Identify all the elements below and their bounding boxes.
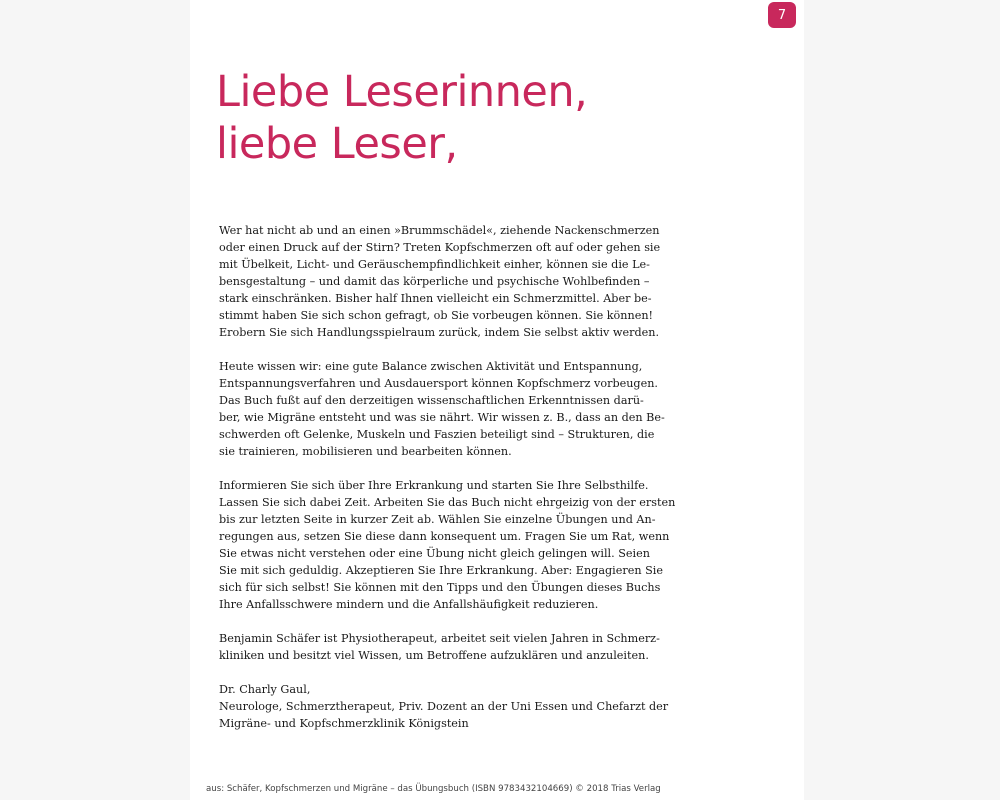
text-line: mit Übelkeit, Licht- und Geräuschempfindlichkeit einher, können sie die Le- bbox=[219, 258, 650, 271]
text-line: kliniken und besitzt viel Wissen, um Betroffene aufzuklären und anzuleiten. bbox=[219, 649, 649, 662]
text-line: Das Buch fußt auf den derzeitigen wissenschaftlichen Erkenntnissen darü- bbox=[219, 394, 644, 407]
paragraph bbox=[219, 477, 676, 613]
text-line: stark einschränken. Bisher half Ihnen vielleicht ein Schmerzmittel. Aber be- bbox=[219, 292, 652, 305]
text-line: sie trainieren, mobilisieren und bearbeiten können. bbox=[219, 445, 512, 458]
paragraph bbox=[219, 222, 659, 341]
paragraph bbox=[219, 630, 659, 664]
text-line: oder einen Druck auf der Stirn? Treten Kopfschmerzen oft auf oder gehen sie bbox=[219, 241, 661, 254]
text-line: Sie mit sich geduldig. Akzeptieren Sie Ihre Erkrankung. Aber: Engagieren Sie bbox=[219, 564, 663, 577]
page-number-badge: 7 bbox=[768, 2, 796, 28]
text-line: regungen aus, setzen Sie diese dann konsequent um. Fragen Sie um Rat, wenn bbox=[219, 530, 670, 543]
text-line: Wer hat nicht ab und an einen »Brummschädel«, ziehende Nackenschmerzen bbox=[219, 224, 660, 237]
page-heading bbox=[216, 66, 587, 170]
heading-line-2: liebe Leser, bbox=[216, 119, 458, 169]
text-line: sich für sich selbst! Sie können mit den Tipps und den Übungen dieses Buchs bbox=[219, 581, 661, 594]
text-line: stimmt haben Sie sich schon gefragt, ob Sie vorbeugen können. Sie können! bbox=[219, 309, 654, 322]
paragraph bbox=[219, 681, 669, 732]
text-line: Migräne- und Kopfschmerzklinik Königstein bbox=[219, 717, 469, 730]
text-line: Lassen Sie sich dabei Zeit. Arbeiten Sie das Buch nicht ehrgeizig von der ersten bbox=[219, 496, 676, 509]
text-line: Informieren Sie sich über Ihre Erkrankung und starten Sie Ihre Selbsthilfe. bbox=[219, 479, 649, 492]
text-line: Benjamin Schäfer ist Physiotherapeut, arbeitet seit vielen Jahren in Schmerz- bbox=[219, 632, 660, 645]
text-line: Erobern Sie sich Handlungsspielraum zurück, indem Sie selbst aktiv werden. bbox=[219, 326, 659, 339]
source-footer: aus: Schäfer, Kopfschmerzen und Migräne – das Übungsbuch (ISBN 9783432104669) © 2018 Trias Verlag bbox=[206, 784, 661, 794]
text-line: Neurologe, Schmerztherapeut, Priv. Dozent an der Uni Essen und Chefarzt der bbox=[219, 700, 669, 713]
text-line: Sie etwas nicht verstehen oder eine Übung nicht gleich gelingen will. Seien bbox=[219, 547, 650, 560]
text-line: bensgestaltung – und damit das körperliche und psychische Wohlbefinden – bbox=[219, 275, 650, 288]
heading-line-1: Liebe Leserinnen, bbox=[216, 67, 588, 117]
text-line: Dr. Charly Gaul, bbox=[219, 683, 311, 696]
text-line: Entspannungsverfahren und Ausdauersport können Kopfschmerz vorbeugen. bbox=[219, 377, 658, 390]
text-line: Ihre Anfallsschwere mindern und die Anfallshäufigkeit reduzieren. bbox=[219, 598, 599, 611]
text-line: Heute wissen wir: eine gute Balance zwischen Aktivität und Entspannung, bbox=[219, 360, 643, 373]
text-line: bis zur letzten Seite in kurzer Zeit ab. Wählen Sie einzelne Übungen und An- bbox=[219, 513, 656, 526]
text-line: schwerden oft Gelenke, Muskeln und Faszien beteiligt sind – Strukturen, die bbox=[219, 428, 655, 441]
paragraph bbox=[219, 358, 665, 460]
text-line: ber, wie Migräne entsteht und was sie nährt. Wir wissen z. B., dass an den Be- bbox=[219, 411, 665, 424]
body-text bbox=[219, 222, 676, 749]
